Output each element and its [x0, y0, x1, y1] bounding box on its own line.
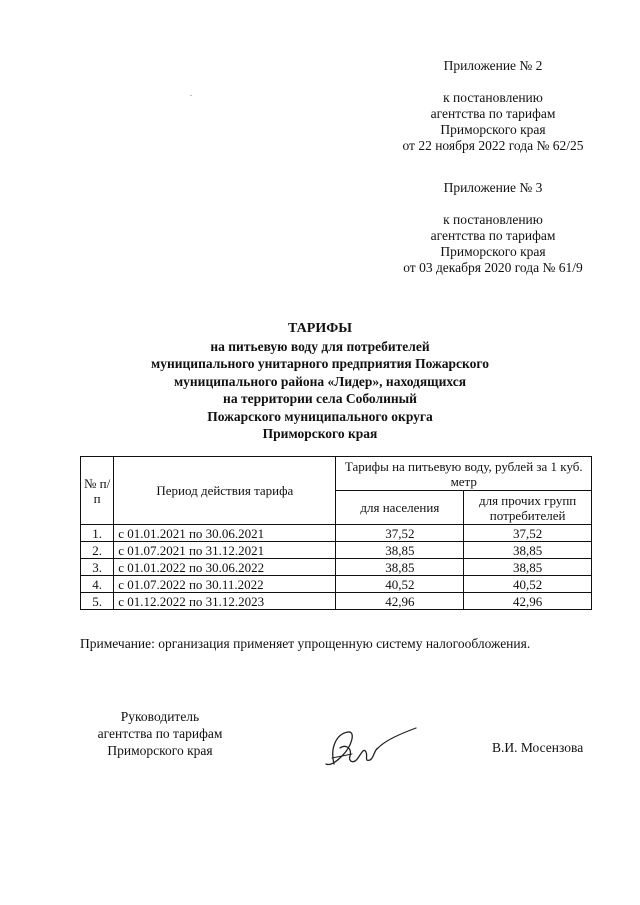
signer-name: В.И. Мосензова: [492, 740, 584, 755]
appendix-2-line: от 22 ноября 2022 года № 62/25: [402, 138, 584, 153]
signer-title: [90, 708, 230, 759]
header-period: Период действия тарифа: [114, 457, 336, 525]
appendix-3-block: [394, 180, 592, 276]
appendix-2-number: Приложение № 2: [443, 58, 543, 73]
appendix-2-block: [394, 58, 592, 154]
row-population-tariff: 42,96: [336, 593, 464, 610]
table-row: [81, 525, 592, 542]
appendix-3-line: к постановлению: [443, 212, 543, 227]
tax-note: Примечание: организация применяет упрощенную систему налогообложения.: [80, 636, 531, 651]
document-title: [0, 320, 640, 443]
row-population-tariff: 38,85: [336, 559, 464, 576]
tariff-table: [80, 456, 592, 610]
row-other-tariff: 38,85: [464, 559, 592, 576]
signer-title-line: агентства по тарифам: [97, 726, 223, 741]
row-number: 1.: [81, 525, 114, 542]
row-other-tariff: 42,96: [464, 593, 592, 610]
appendix-2-line: Приморского края: [440, 122, 546, 137]
table-row: [81, 559, 592, 576]
row-period: с 01.01.2022 по 30.06.2022: [114, 559, 336, 576]
row-number: 2.: [81, 542, 114, 559]
appendix-3-line: агентства по тарифам: [430, 228, 556, 243]
appendix-2-line: к постановлению: [443, 90, 543, 105]
scan-speck: [190, 95, 192, 96]
appendix-3-line: Приморского края: [440, 244, 546, 259]
row-population-tariff: 38,85: [336, 542, 464, 559]
title-line: муниципального унитарного предприятия Пожарского: [151, 356, 489, 371]
header-tariff-group: Тарифы на питьевую воду, рублей за 1 куб. метр: [336, 457, 592, 491]
table-row: [81, 576, 592, 593]
row-number: 3.: [81, 559, 114, 576]
title-line: Приморского края: [262, 426, 378, 441]
table-row: [81, 542, 592, 559]
row-period: с 01.07.2021 по 31.12.2021: [114, 542, 336, 559]
handwritten-signature: [312, 718, 422, 778]
table-row: [81, 593, 592, 610]
title-line: на питьевую воду для потребителей: [210, 338, 430, 354]
row-other-tariff: 38,85: [464, 542, 592, 559]
header-other-consumers: для прочих групп потребителей: [464, 491, 592, 525]
title-line: муниципального района «Лидер», находящихся: [173, 373, 467, 389]
row-period: с 01.12.2022 по 31.12.2023: [114, 593, 336, 610]
row-period: с 01.07.2022 по 30.11.2022: [114, 576, 336, 593]
signer-title-line: Приморского края: [107, 743, 213, 758]
row-population-tariff: 37,52: [336, 525, 464, 542]
title-line: на территории села Соболиный: [223, 391, 417, 406]
title-line: Пожарского муниципального округа: [207, 408, 433, 424]
appendix-3-number: Приложение № 3: [443, 180, 543, 195]
appendix-3-line: от 03 декабря 2020 года № 61/9: [403, 260, 583, 275]
signer-title-line: Руководитель: [120, 709, 200, 724]
row-other-tariff: 37,52: [464, 525, 592, 542]
header-population: для населения: [336, 491, 464, 525]
appendix-2-line: агентства по тарифам: [430, 106, 556, 121]
row-number: 5.: [81, 593, 114, 610]
row-period: с 01.01.2021 по 30.06.2021: [114, 525, 336, 542]
title-heading: ТАРИФЫ: [288, 321, 352, 336]
row-number: 4.: [81, 576, 114, 593]
row-population-tariff: 40,52: [336, 576, 464, 593]
header-number: № п/п: [81, 457, 114, 525]
row-other-tariff: 40,52: [464, 576, 592, 593]
